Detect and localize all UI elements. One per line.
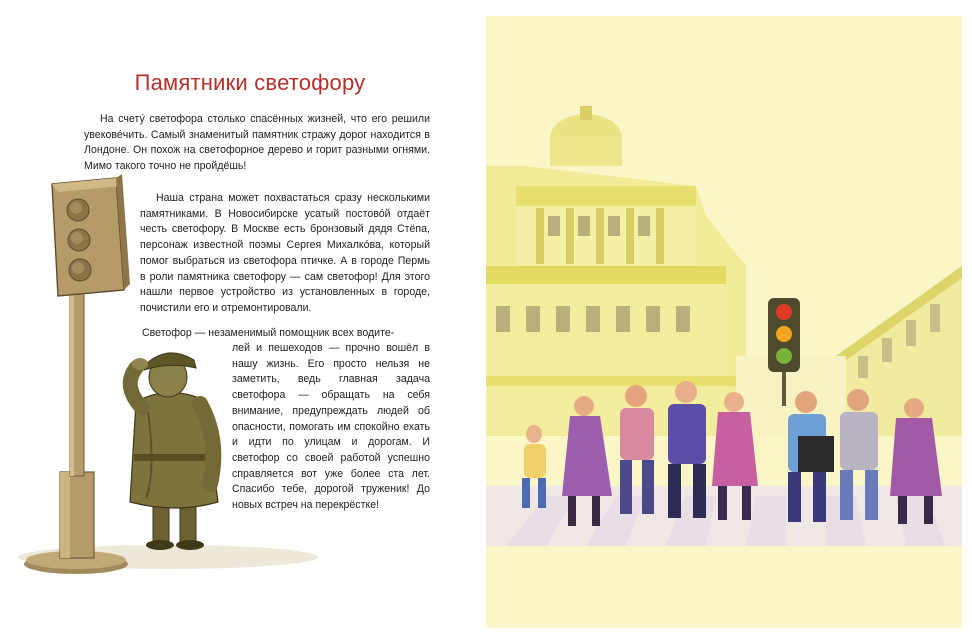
paragraph-3-text: лей и пешеходов — прочно вошёл в нашу жизнь. Его просто нельзя не заметить, ведь главная задача светофора — обращать на себя внимание, предупреждать людей об опасности, помогать им спокойно ехать и идти по улицам и дорогам. И светофор со своей работой успешно справляется вот уже более ста лет. Спасибо тебе, дорогой труженик! До новых встреч на перекрёстке! bbox=[232, 342, 430, 512]
street-crossing-illustration bbox=[486, 16, 962, 628]
page-title: Памятники светофору bbox=[134, 70, 366, 95]
traffic-light-monument-illustration bbox=[18, 172, 318, 582]
right-page-illustration-panel bbox=[486, 16, 962, 628]
paragraph-2-text: Наша страна может похвастаться сразу несколькими памятниками. В Новосибирске усатый постово́й отдаёт честь светофору. В Москве есть бронзовый дядя Стёпа, персонаж известной поэмы Сергея Михалко́ва, который помог выбраться из светофора птичке. А в городе Пермь в роли памятника светофору — сам светофор! Для этого нашли первое устройство из установленных в городе, почистили его и отремонтировали. bbox=[140, 192, 430, 314]
paragraph-3-lead: Светофор — незаменимый помощник всех водите- bbox=[142, 327, 395, 339]
paragraph-1 bbox=[84, 112, 430, 175]
paragraph-1-text: На счету́ светофора столько спасённых жизней, что его решили увекове́чить. Самый знаменитый памятник стражу дорог находится в Лондоне. Он похож на светофорное дерево и горит разными огнями. Мимо такого точно не пройдёшь! bbox=[84, 113, 430, 173]
